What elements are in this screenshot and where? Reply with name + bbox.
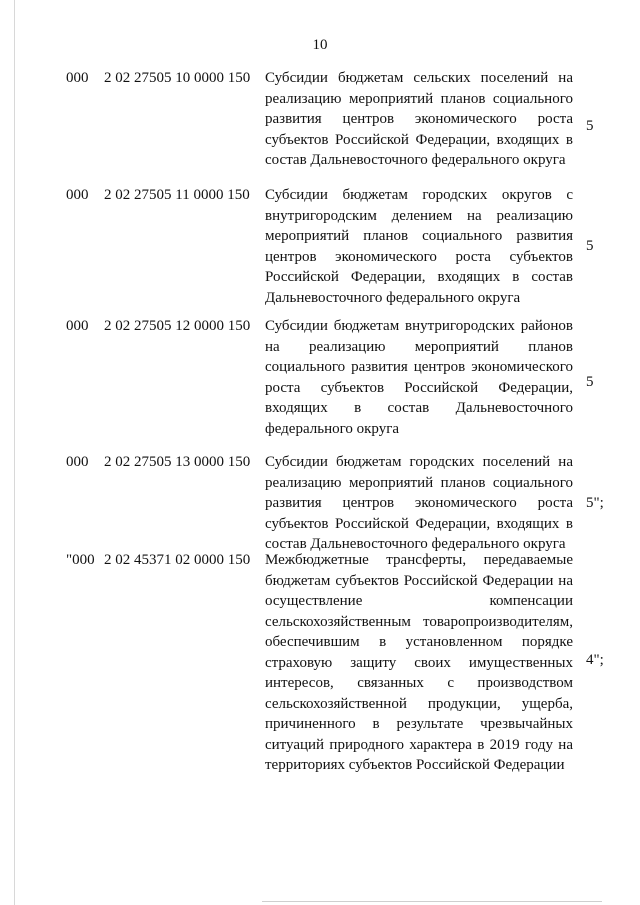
budget-code: 2 02 27505 12 0000 150 [104,318,251,334]
budget-code: 2 02 27505 11 0000 150 [104,187,250,203]
row-description: Субсидии бюджетам сельских поселений на реализацию мероприятий планов социального развития центров экономического роста субъектов Российской Федерации, входящих в состав Дальневосточного федерального округа [265,70,573,168]
scan-edge-left [14,0,15,905]
admin-code: 000 [66,187,89,203]
row-description: Субсидии бюджетам внутригородских районов на реализацию мероприятий планов социального развития центров экономического роста субъектов Российской Федерации, входящих в состав Дальневосточного федерального округа [265,318,573,437]
admin-code: "000 [66,552,95,568]
row-value: 4"; [586,652,604,668]
row-description: Субсидии бюджетам городских округов с внутригородским делением на реализацию мероприятий планов социального развития центров экономического роста субъектов Российской Федерации, входящих в состав Дальневосточного федерального округа [265,187,573,306]
budget-code: 2 02 27505 10 0000 150 [104,70,251,86]
admin-code: 000 [66,454,89,470]
row-description: Межбюджетные трансферты, передаваемые бюджетам субъектов Российской Федерации на осуществление компенсации сельскохозяйственным товаропроизводителям, обеспечившим в установленном порядке страховую защиту своих имущественных интересов, связанных с производством сельскохозяйственной продукции, ущерба, причиненного в результате чрезвычайных ситуаций природного характера в 2019 году на территориях субъектов Российской Федерации [265,552,573,773]
page-number: 10 [312,37,328,53]
row-value: 5 [586,118,594,134]
scan-edge-bottom [262,901,602,902]
budget-code: 2 02 45371 02 0000 150 [104,552,251,568]
row-value: 5"; [586,495,604,511]
admin-code: 000 [66,318,89,334]
budget-code: 2 02 27505 13 0000 150 [104,454,251,470]
admin-code: 000 [66,70,89,86]
row-value: 5 [586,374,594,390]
row-description: Субсидии бюджетам городских поселений на реализацию мероприятий планов социального развития центров экономического роста субъектов Российской Федерации, входящих в состав Дальневосточного федерального округа [265,454,573,552]
row-value: 5 [586,238,594,254]
